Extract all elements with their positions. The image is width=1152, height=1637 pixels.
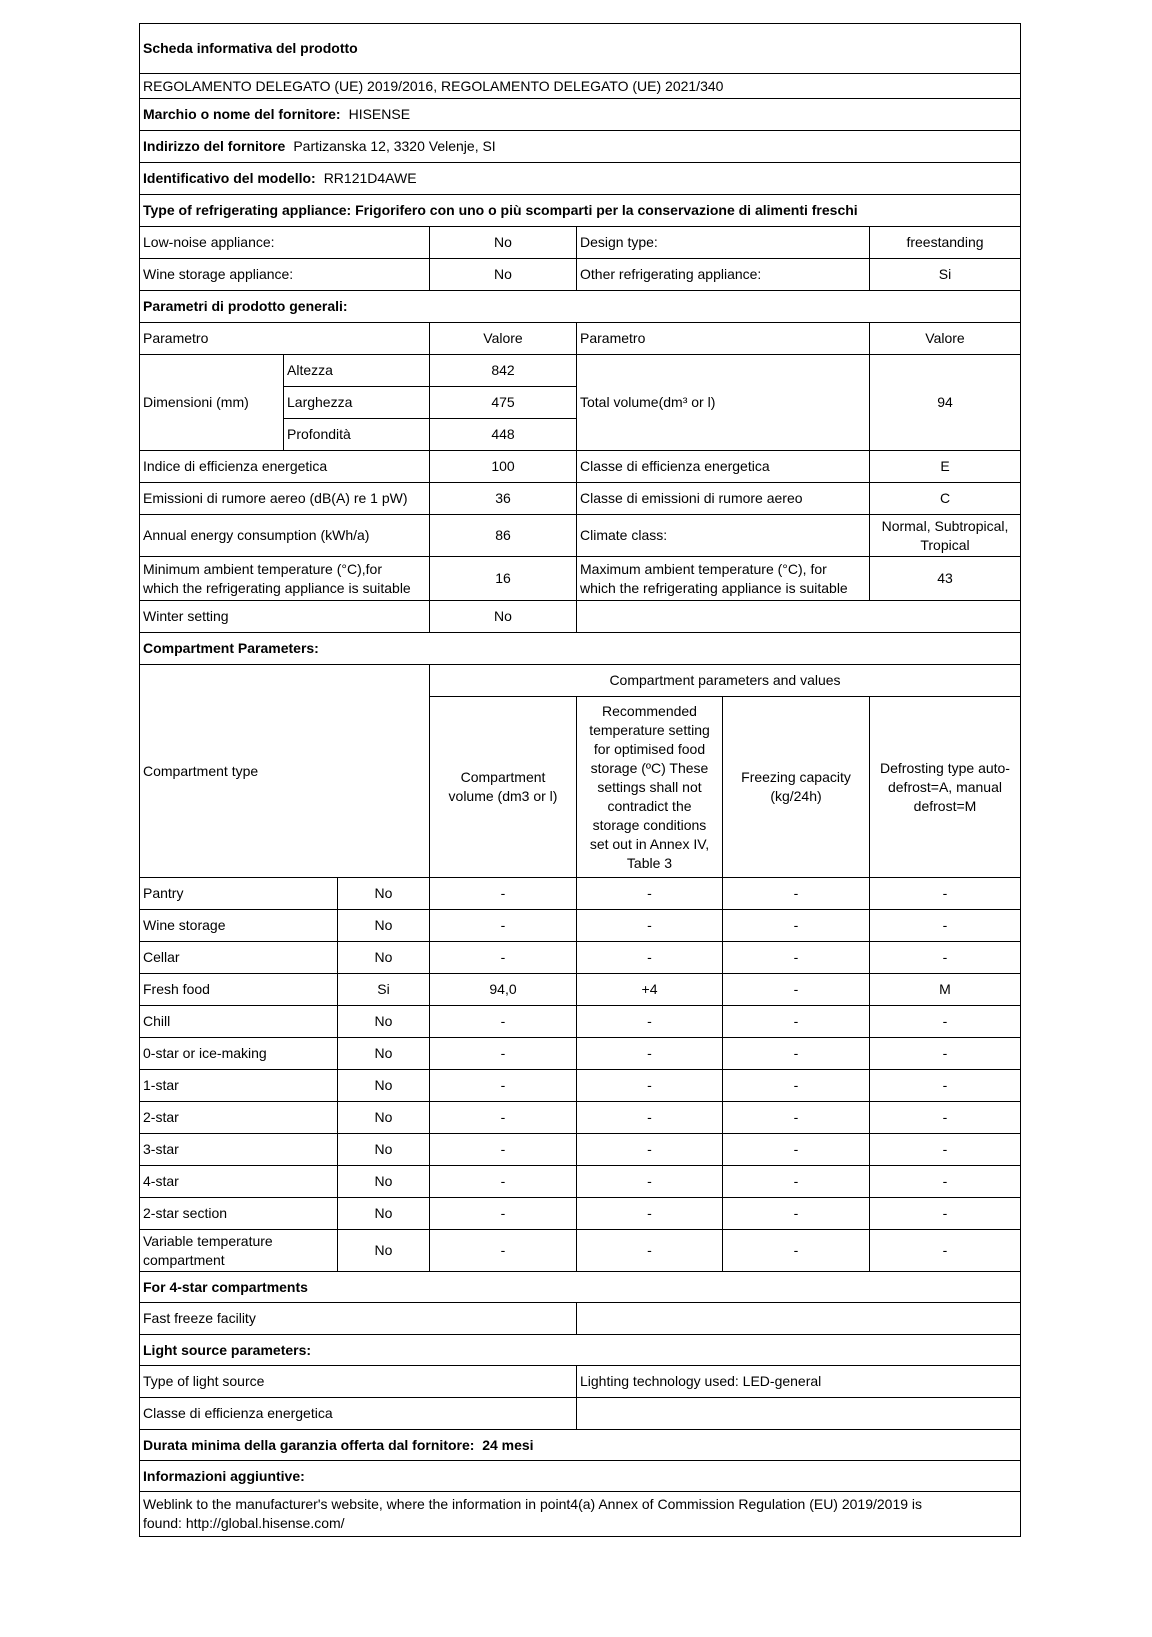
other-appliance-label: Other refrigerating appliance:: [577, 259, 870, 291]
compartment-temperature: -: [577, 1134, 723, 1166]
height-label: Altezza: [284, 355, 430, 387]
design-type-label: Design type:: [577, 227, 870, 259]
min-temp-value: 16: [430, 557, 577, 601]
compartment-freezing-capacity: -: [723, 1166, 870, 1198]
address-label: Indirizzo del fornitore: [143, 138, 286, 154]
climate-class-label: Climate class:: [577, 515, 870, 557]
climate-class-line-1: Normal, Subtropical,: [881, 517, 1009, 534]
compartment-freezing-capacity: -: [723, 1198, 870, 1230]
eei-label: Indice di efficienza energetica: [140, 451, 430, 483]
light-energy-class-label: Classe di efficienza energetica: [140, 1398, 577, 1430]
compartment-defrost-type: M: [870, 974, 1021, 1006]
compartment-present: No: [338, 1038, 430, 1070]
temperature-header-line: settings shall not: [597, 778, 702, 795]
warranty-row: [140, 1430, 1021, 1461]
compartment-type: Fresh food: [140, 974, 338, 1006]
compartment-defrost-type: -: [870, 1102, 1021, 1134]
climate-class-value: [870, 515, 1021, 557]
variable-compartment-defrost: -: [870, 1230, 1021, 1272]
table-row: [140, 1198, 1021, 1230]
warranty-label: Durata minima della garanzia offerta dal fornitore:: [143, 1436, 475, 1453]
freezing-header-line-1: Freezing capacity: [741, 769, 851, 785]
param-header-right: Parametro: [577, 323, 870, 355]
table-row: [140, 1166, 1021, 1198]
dimensions-label: Dimensioni (mm): [140, 355, 284, 451]
empty-cell: [577, 601, 1021, 633]
compartment-temperature: -: [577, 1006, 723, 1038]
low-noise-label: Low-noise appliance:: [140, 227, 430, 259]
min-temp-label: [140, 557, 430, 601]
table-row: [140, 878, 1021, 910]
compartment-present: No: [338, 1070, 430, 1102]
variable-type-line-1: Variable temperature: [143, 1232, 273, 1249]
sheet-title: Scheda informativa del prodotto: [140, 24, 1021, 74]
other-appliance-value: Si: [870, 259, 1021, 291]
lighting-technology: Lighting technology used: LED-general: [577, 1366, 1021, 1398]
appliance-type-value: Frigorifero con uno o più scomparti per la conservazione di alimenti freschi: [355, 202, 858, 218]
compartment-type: Cellar: [140, 942, 338, 974]
compartment-values-header: Compartment parameters and values: [430, 665, 1021, 697]
table-row: [140, 1102, 1021, 1134]
max-temp-label-line-1: Maximum ambient temperature (°C), for: [580, 560, 827, 577]
compartment-present: No: [338, 878, 430, 910]
temperature-header-line: Table 3: [626, 854, 673, 871]
winter-setting-label: Winter setting: [140, 601, 430, 633]
compartment-volume: -: [430, 878, 577, 910]
table-row: [140, 1070, 1021, 1102]
freezing-header-line-2: (kg/24h): [770, 788, 822, 804]
compartment-type: Chill: [140, 1006, 338, 1038]
temperature-header-line: contradict the: [607, 797, 692, 814]
warranty-value: 24 mesi: [482, 1436, 534, 1453]
temperature-header-line: storage (ºC) These: [590, 759, 709, 776]
noise-emission-label: Emissioni di rumore aereo (dB(A) re 1 pW): [140, 483, 430, 515]
compartment-type: 0-star or ice-making: [140, 1038, 338, 1070]
energy-class-label: Classe di efficienza energetica: [577, 451, 870, 483]
winter-setting-value: No: [430, 601, 577, 633]
compartment-freezing-capacity: -: [723, 1038, 870, 1070]
compartment-defrost-type: -: [870, 910, 1021, 942]
variable-type-line-2: compartment: [143, 1251, 225, 1268]
compartment-volume: -: [430, 1198, 577, 1230]
noise-class-value: C: [870, 483, 1021, 515]
compartment-present: Si: [338, 974, 430, 1006]
energy-class-value: E: [870, 451, 1021, 483]
volume-header: [430, 697, 577, 878]
compartment-freezing-capacity: -: [723, 910, 870, 942]
brand-value: HISENSE: [348, 106, 411, 122]
compartment-present: No: [338, 1166, 430, 1198]
general-parameters-title: Parametri di prodotto generali:: [140, 291, 1021, 323]
table-row: [140, 1134, 1021, 1166]
table-row: [140, 910, 1021, 942]
compartment-type: 4-star: [140, 1166, 338, 1198]
defrost-header-line-3: defrost=M: [913, 797, 977, 814]
compartment-freezing-capacity: -: [723, 1134, 870, 1166]
compartment-present: No: [338, 1134, 430, 1166]
variable-compartment-volume: -: [430, 1230, 577, 1272]
compartment-present: No: [338, 910, 430, 942]
compartment-present: No: [338, 1198, 430, 1230]
weblink-line-2: found: http://global.hisense.com/: [143, 1515, 345, 1531]
min-temp-label-line-2: which the refrigerating appliance is suitable: [143, 579, 411, 596]
compartment-temperature: -: [577, 910, 723, 942]
compartment-freezing-capacity: -: [723, 1102, 870, 1134]
compartment-type: Pantry: [140, 878, 338, 910]
compartment-volume: -: [430, 1070, 577, 1102]
table-row: [140, 942, 1021, 974]
width-label: Larghezza: [284, 387, 430, 419]
temperature-header-line: Recommended: [602, 702, 697, 719]
compartment-temperature: -: [577, 1198, 723, 1230]
compartment-volume: 94,0: [430, 974, 577, 1006]
compartment-volume: -: [430, 942, 577, 974]
brand-row: [140, 99, 1021, 131]
defrost-header-line-1: Defrosting type auto-: [880, 759, 1010, 776]
defrost-header-line-2: defrost=A, manual: [887, 778, 1002, 795]
variable-compartment-present: No: [338, 1230, 430, 1272]
value-header-left: Valore: [430, 323, 577, 355]
max-temp-label-line-2: which the refrigerating appliance is suitable: [580, 579, 848, 596]
compartment-type: 1-star: [140, 1070, 338, 1102]
compartment-volume: -: [430, 910, 577, 942]
compartment-defrost-type: -: [870, 1070, 1021, 1102]
max-temp-label: [577, 557, 870, 601]
volume-header-line-1: Compartment: [460, 769, 546, 785]
compartment-defrost-type: -: [870, 1006, 1021, 1038]
compartment-defrost-type: -: [870, 878, 1021, 910]
address-value: Partizanska 12, 3320 Velenje, SI: [293, 138, 496, 154]
depth-label: Profondità: [284, 419, 430, 451]
compartment-temperature: -: [577, 942, 723, 974]
compartment-freezing-capacity: -: [723, 1070, 870, 1102]
value-header-right: Valore: [870, 323, 1021, 355]
model-row: [140, 163, 1021, 195]
four-star-title: For 4-star compartments: [140, 1272, 1021, 1303]
compartment-present: No: [338, 1006, 430, 1038]
compartment-volume: -: [430, 1102, 577, 1134]
design-type-value: freestanding: [870, 227, 1021, 259]
temperature-header-line: set out in Annex IV,: [589, 835, 710, 852]
compartment-temperature: -: [577, 1166, 723, 1198]
appliance-type-row: [140, 195, 1021, 227]
compartment-rows: [140, 878, 1021, 1230]
noise-emission-value: 36: [430, 483, 577, 515]
fast-freeze-label: Fast freeze facility: [140, 1303, 577, 1335]
compartment-parameters-title: Compartment Parameters:: [140, 633, 1021, 665]
compartment-type: 2-star: [140, 1102, 338, 1134]
wine-storage-value: No: [430, 259, 577, 291]
width-value: 475: [430, 387, 577, 419]
appliance-type-label: Type of refrigerating appliance:: [143, 202, 352, 218]
model-value: RR121D4AWE: [323, 170, 417, 186]
variable-compartment-freezing: -: [723, 1230, 870, 1272]
compartment-temperature: -: [577, 878, 723, 910]
volume-header-line-2: volume (dm3 or l): [448, 788, 558, 804]
total-volume-value: 94: [870, 355, 1021, 451]
wine-storage-label: Wine storage appliance:: [140, 259, 430, 291]
table-row: [140, 974, 1021, 1006]
defrosting-type-header: [870, 697, 1021, 878]
height-value: 842: [430, 355, 577, 387]
weblink-info: [140, 1492, 1021, 1537]
additional-info-title: Informazioni aggiuntive:: [140, 1461, 1021, 1492]
temperature-header-line: temperature setting: [589, 721, 710, 738]
total-volume-label: Total volume(dm³ or l): [577, 355, 870, 451]
compartment-volume: -: [430, 1038, 577, 1070]
weblink-line-1: Weblink to the manufacturer's website, where the information in point4(a) Annex of Commission Regulation (EU) 2019/2019 is: [143, 1496, 923, 1512]
fast-freeze-value: [577, 1303, 1021, 1335]
compartment-temperature: -: [577, 1070, 723, 1102]
variable-compartment-temp: -: [577, 1230, 723, 1272]
param-header-left: Parametro: [140, 323, 430, 355]
compartment-temperature: +4: [577, 974, 723, 1006]
climate-class-line-2: Tropical: [920, 536, 970, 553]
regulation-reference: REGOLAMENTO DELEGATO (UE) 2019/2016, REGOLAMENTO DELEGATO (UE) 2021/340: [140, 74, 1021, 99]
compartment-freezing-capacity: -: [723, 1006, 870, 1038]
min-temp-label-line-1: Minimum ambient temperature (°C),for: [143, 560, 382, 577]
compartment-volume: -: [430, 1166, 577, 1198]
compartment-defrost-type: -: [870, 1166, 1021, 1198]
eei-value: 100: [430, 451, 577, 483]
compartment-defrost-type: -: [870, 1134, 1021, 1166]
energy-consumption-value: 86: [430, 515, 577, 557]
table-row: [140, 1038, 1021, 1070]
noise-class-label: Classe di emissioni di rumore aereo: [577, 483, 870, 515]
light-source-type-label: Type of light source: [140, 1366, 577, 1398]
model-label: Identificativo del modello:: [143, 170, 316, 186]
compartment-type: 3-star: [140, 1134, 338, 1166]
table-row: [140, 1006, 1021, 1038]
energy-consumption-label: Annual energy consumption (kWh/a): [140, 515, 430, 557]
brand-label: Marchio o nome del fornitore:: [143, 106, 341, 122]
address-row: [140, 131, 1021, 163]
compartment-temperature: -: [577, 1102, 723, 1134]
temperature-header: [577, 697, 723, 878]
compartment-type: Wine storage: [140, 910, 338, 942]
compartment-type: 2-star section: [140, 1198, 338, 1230]
light-energy-class-value: [577, 1398, 1021, 1430]
temperature-header-line: storage conditions: [592, 816, 707, 833]
light-source-title: Light source parameters:: [140, 1335, 1021, 1366]
freezing-capacity-header: [723, 697, 870, 878]
compartment-present: No: [338, 942, 430, 974]
compartment-present: No: [338, 1102, 430, 1134]
compartment-type-header: Compartment type: [140, 665, 430, 878]
depth-value: 448: [430, 419, 577, 451]
compartment-freezing-capacity: -: [723, 942, 870, 974]
temperature-header-line: for optimised food: [593, 740, 706, 757]
compartment-defrost-type: -: [870, 942, 1021, 974]
table-row: [140, 1230, 1021, 1272]
compartment-defrost-type: -: [870, 1198, 1021, 1230]
variable-compartment-type: [140, 1230, 338, 1272]
compartment-volume: -: [430, 1134, 577, 1166]
product-information-sheet: [139, 23, 1021, 1537]
low-noise-value: No: [430, 227, 577, 259]
compartment-volume: -: [430, 1006, 577, 1038]
max-temp-value: 43: [870, 557, 1021, 601]
compartment-temperature: -: [577, 1038, 723, 1070]
compartment-defrost-type: -: [870, 1038, 1021, 1070]
compartment-freezing-capacity: -: [723, 878, 870, 910]
compartment-freezing-capacity: -: [723, 974, 870, 1006]
